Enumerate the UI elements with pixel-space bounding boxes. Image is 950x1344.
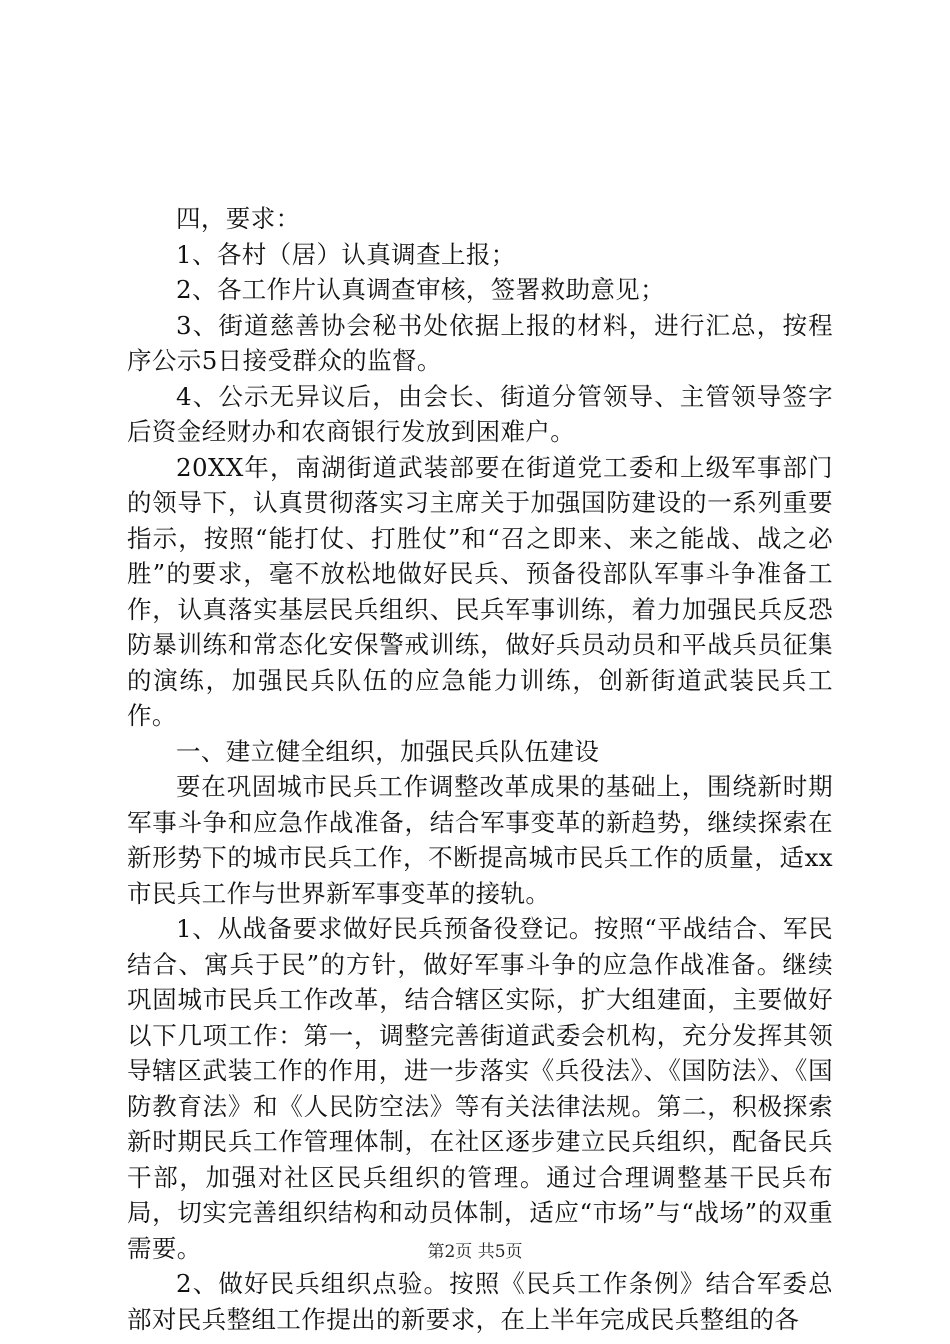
section-heading-organization: 一、建立健全组织，加强民兵队伍建设 xyxy=(176,736,600,766)
document-body xyxy=(127,201,833,1337)
section-heading-requirements: 四，要求： xyxy=(176,204,301,233)
body-paragraph: 要在巩固城市民兵工作调整改革成果的基础上，围绕新时期军事斗争和应急作战准备，结合军事变革的新趋势，继续探索在新形势下的城市民兵工作，不断提高城市民兵工作的质量，适xx市民兵工作与世界新军事变革的接轨。 xyxy=(127,772,833,908)
intro-paragraph: 20XX年，南湖街道武装部要在街道党工委和上级军事部门的领导下，认真贯彻落实习主席关于加强国防建设的一系列重要指示，按照“能打仗、打胜仗”和“召之即来、来之能战、战之必胜”的要求，毫不放松地做好民兵、预备役部队军事斗争准备工作，认真落实基层民兵组织、民兵军事训练，着力加强民兵反恐防暴训练和常态化安保警戒训练，做好兵员动员和平战兵员征集的演练，加强民兵队伍的应急能力训练，创新街道武装民兵工作。 xyxy=(127,452,833,730)
body-paragraph-item-2: 2、做好民兵组织点验。按照《民兵工作条例》结合军委总部对民兵整组工作提出的新要求，在上半年完成民兵整组的各 xyxy=(127,1269,833,1334)
body-paragraph-item-1: 1、从战备要求做好民兵预备役登记。按照“平战结合、军民结合、寓兵于民”的方针，做好军事斗争的应急作战准备。继续巩固城市民兵工作改革，结合辖区实际，扩大组建面，主要做好以下几项工作：第一，调整完善街道武委会机构，充分发挥其领导辖区武装工作的作用，进一步落实《兵役法》、《国防法》、《国防教育法》和《人民防空法》等有关法律法规。第二，积极探索新时期民兵工作管理体制，在社区逐步建立民兵组织，配备民兵干部，加强对社区民兵组织的管理。通过合理调整基干民兵布局，切实完善组织结构和动员体制，适应“市场”与“战场”的双重需要。 xyxy=(127,914,833,1263)
page-number-footer: 第2页 共5页 xyxy=(427,1242,523,1262)
requirement-item-1: 1、各村（居）认真调查上报； xyxy=(176,239,516,269)
requirement-item-3: 3、街道慈善协会秘书处依据上报的材料，进行汇总，按程序公示5日接受群众的监督。 xyxy=(127,310,833,375)
requirement-item-4: 4、公示无异议后，由会长、街道分管领导、主管领导签字后资金经财办和农商银行发放到困难户。 xyxy=(127,381,833,446)
requirement-item-2: 2、各工作片认真调查审核，签署救助意见； xyxy=(176,275,666,304)
